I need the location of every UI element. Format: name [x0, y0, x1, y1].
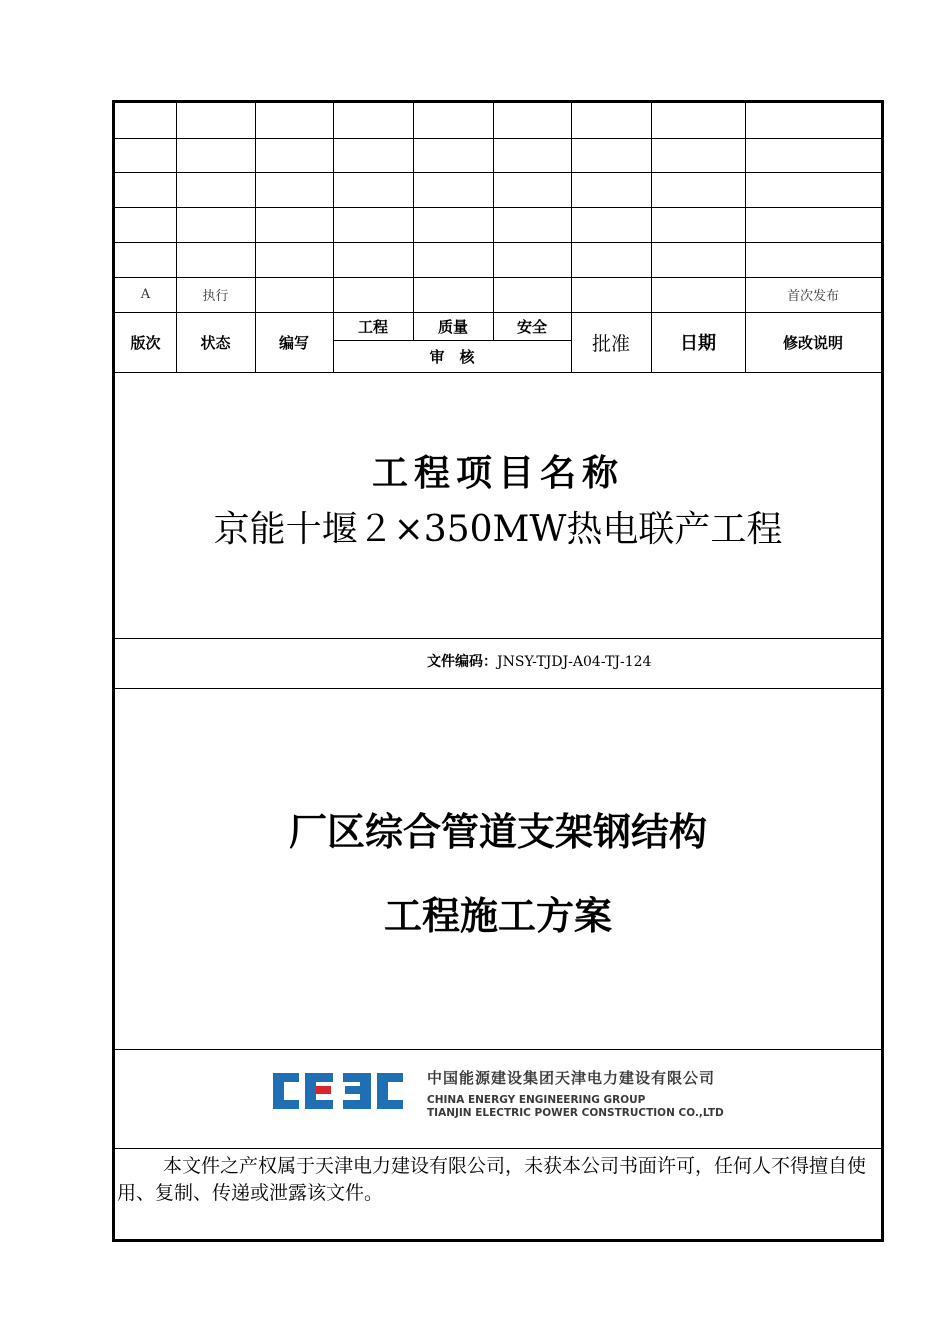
header-remark: 修改说明	[782, 333, 843, 352]
company-block	[427, 1067, 724, 1120]
header-date: 日期	[680, 333, 716, 354]
table-line	[115, 172, 881, 173]
table-line	[115, 242, 881, 243]
company-name-en-1: CHINA ENERGY ENGINEERING GROUP	[427, 1094, 646, 1106]
file-code	[427, 651, 651, 671]
table-line	[115, 138, 881, 139]
row-status: 执行	[202, 289, 229, 304]
row-remark: 首次发布	[786, 289, 839, 304]
table-line	[115, 207, 881, 208]
document-subtitle: 工程施工方案	[383, 894, 612, 938]
ceec-logo	[271, 1067, 405, 1115]
section-divider	[115, 638, 881, 639]
table-line	[413, 103, 414, 340]
file-code-label: 文件编码：	[427, 654, 497, 670]
section-divider	[115, 1049, 881, 1050]
section-divider	[115, 688, 881, 689]
company-name-cn: 中国能源建设集团天津电力建设有限公司	[427, 1069, 716, 1087]
header-engineering: 工程	[357, 317, 388, 336]
row-version: A	[140, 287, 151, 302]
header-approve: 批准	[591, 332, 630, 355]
header-author: 编写	[278, 333, 309, 352]
header-safety: 安全	[516, 317, 547, 336]
document-title: 厂区综合管道支架钢结构	[288, 810, 707, 854]
header-quality: 质量	[437, 317, 468, 336]
table-line	[493, 103, 494, 340]
section-divider	[115, 1148, 881, 1149]
project-label: 工程项目名称	[371, 453, 624, 494]
file-code-value: JNSY-TJDJ-A04-TJ-124	[497, 654, 652, 670]
header-review: 审 核	[429, 347, 475, 366]
document-frame	[112, 100, 884, 1242]
copyright-notice: 本文件之产权属于天津电力建设有限公司，未获本公司书面许可，任何人不得擅自使用、复制、传递或泄露该文件。	[117, 1155, 867, 1204]
table-line	[115, 372, 881, 373]
project-name: 京能十堰２×350MW热电联产工程	[213, 509, 783, 550]
header-status: 状态	[200, 333, 231, 352]
company-name-en-2: TIANJIN ELECTRIC POWER CONSTRUCTION CO.,LTD	[427, 1107, 724, 1119]
header-version: 版次	[130, 333, 161, 352]
